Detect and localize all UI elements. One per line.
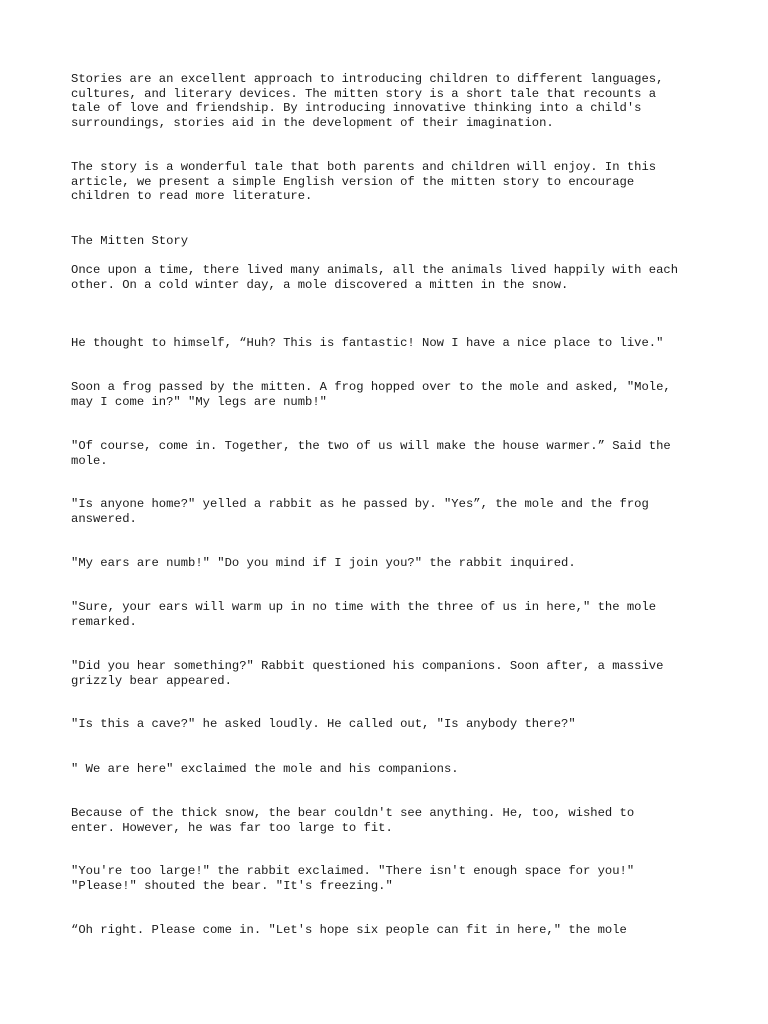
intro-paragraph-2: The story is a wonderful tale that both parents and children will enjoy. In this article, we present a simple English version of the mitten story to encourage children to read more literature. — [71, 160, 657, 203]
story-paragraph: "Did you hear something?" Rabbit questioned his companions. Soon after, a massive grizzly bear appeared. — [71, 659, 664, 688]
story-paragraph: "You're too large!" the rabbit exclaimed. "There isn't enough space for you!" "Please!" shouted the bear. "It's freezing." — [71, 864, 635, 893]
story-paragraph: “Oh right. Please come in. "Let's hope six people can fit in here," the mole — [71, 923, 627, 937]
story-paragraph: "My ears are numb!" "Do you mind if I join you?" the rabbit inquired. — [71, 556, 576, 570]
story-paragraph: " We are here" exclaimed the mole and his companions. — [71, 762, 459, 776]
intro-paragraph-1: Stories are an excellent approach to introducing children to different languages, cultures, and literary devices. The mitten story is a short tale that recounts a tale of love and friendship. By introducing innovative thinking into a child's surroundings, stories aid in the development of their imagination. — [71, 72, 664, 130]
story-paragraph: He thought to himself, “Huh? This is fantastic! Now I have a nice place to live." — [71, 336, 664, 350]
story-paragraph: "Is anyone home?" yelled a rabbit as he passed by. "Yes”, the mole and the frog answered. — [71, 497, 649, 526]
story-paragraph: "Sure, your ears will warm up in no time with the three of us in here," the mole remarked. — [71, 600, 657, 629]
story-paragraph: Once upon a time, there lived many animals, all the animals lived happily with each other. On a cold winter day, a mole discovered a mitten in the snow. — [71, 263, 679, 292]
story-paragraph: "Of course, come in. Together, the two of us will make the house warmer.” Said the mole. — [71, 439, 671, 468]
story-heading: The Mitten Story — [71, 234, 189, 248]
story-paragraph: Because of the thick snow, the bear couldn't see anything. He, too, wished to enter. However, he was far too large to fit. — [71, 806, 635, 835]
story-paragraph: Soon a frog passed by the mitten. A frog hopped over to the mole and asked, "Mole, may I come in?" "My legs are numb!" — [71, 380, 671, 409]
story-paragraph: "Is this a cave?" he asked loudly. He called out, "Is anybody there?" — [71, 717, 576, 731]
